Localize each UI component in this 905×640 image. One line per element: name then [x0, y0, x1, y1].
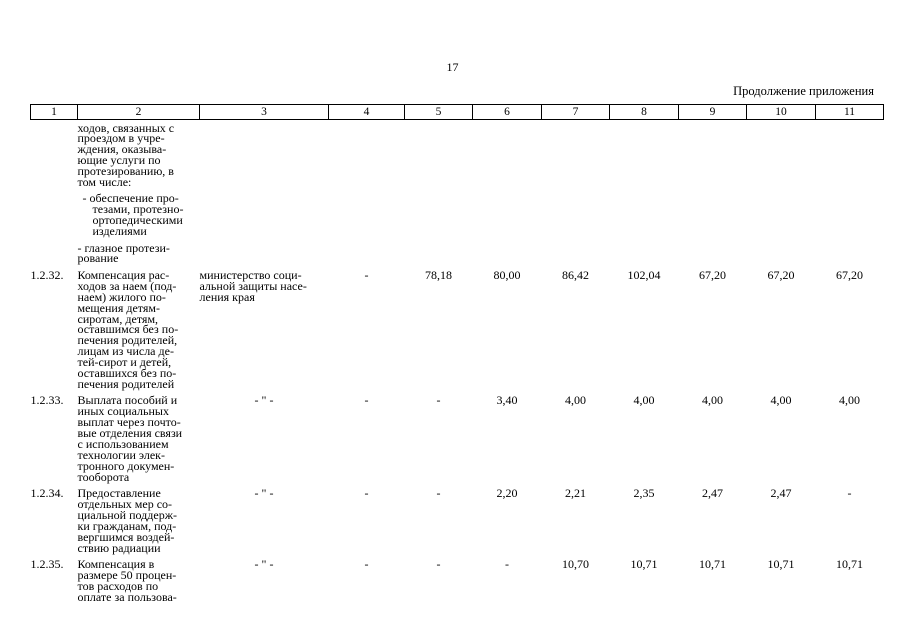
- row-value-col-5: -: [436, 557, 441, 572]
- row-executor: - " -: [254, 557, 274, 572]
- column-number-7: 7: [542, 105, 610, 120]
- continuation-label: Продолжение приложения: [733, 84, 874, 98]
- empty-cells: [200, 120, 884, 188]
- row-value-col-11: -: [847, 486, 852, 501]
- row-value-col-4: -: [364, 393, 369, 408]
- row-value-col-7: 10,70: [562, 557, 589, 572]
- row-code: [31, 188, 78, 237]
- column-number-row: [31, 105, 884, 120]
- row-value-col-7: 2,21: [565, 486, 586, 501]
- empty-cells: [200, 237, 884, 264]
- row-value-col-8: 10,71: [630, 557, 658, 572]
- row-description: ходов, связанных с проездом в учре- ждения, оказыва- ющие услуги по протезированию, в том числе:: [77, 120, 175, 190]
- row-value-col-5: 78,18: [425, 267, 452, 282]
- row-description: - обеспечение про- тезами, протезно- ортопедическими изделиями: [82, 191, 184, 239]
- row-value-col-4: -: [364, 486, 369, 501]
- row-executor: министерство соци- альной защиты насе- ления края: [199, 267, 307, 304]
- row-value-col-5: -: [436, 486, 441, 501]
- row-value-col-4: -: [364, 267, 369, 282]
- row-code: 1.2.32.: [30, 267, 64, 282]
- row-value-col-9: 10,71: [699, 557, 726, 572]
- table-row: [31, 120, 884, 188]
- row-value-col-10: 67,20: [767, 267, 795, 282]
- row-value-col-8: 2,35: [633, 486, 655, 501]
- appendix-table: [30, 104, 884, 603]
- row-value-col-6: 3,40: [496, 393, 518, 408]
- row-value-col-9: 67,20: [699, 267, 726, 282]
- row-description: Компенсация рас- ходов за наем (под- наем) жилого по- мещения детям- сиротам, детям, оставшимся без по- печения родителей, лицам из числа де- тей-сирот и детей, оставшихся без по- печения родителей: [77, 267, 179, 391]
- empty-cells: [200, 188, 884, 237]
- row-value-col-7: 4,00: [565, 393, 586, 408]
- row-value-col-10: 2,47: [770, 486, 792, 501]
- row-executor: - " -: [254, 393, 274, 408]
- table-row: [31, 390, 884, 483]
- row-description: - глазное протези- рование: [77, 240, 170, 266]
- row-code: [31, 237, 78, 264]
- row-value-col-5: -: [436, 393, 441, 408]
- row-code: 1.2.35.: [30, 557, 64, 572]
- row-value-col-8: 4,00: [633, 393, 655, 408]
- row-value-col-6: 80,00: [493, 267, 521, 282]
- row-description: Выплата пособий и иных социальных выплат через почто- вые отделения связи с использованием технологии элек- тронного докумен- тооборота: [77, 393, 183, 484]
- row-description: Компенсация в размере 50 процен- тов расходов по оплате за пользова-: [77, 557, 177, 604]
- column-number-1: 1: [31, 105, 78, 120]
- row-value-col-7: 86,42: [562, 267, 589, 282]
- row-value-col-6: 2,20: [496, 486, 518, 501]
- row-value-col-10: 10,71: [767, 557, 795, 572]
- column-number-5: 5: [405, 105, 473, 120]
- row-value-col-4: -: [364, 557, 369, 572]
- column-number-11: 11: [816, 105, 884, 120]
- row-code: [31, 120, 78, 188]
- column-number-10: 10: [747, 105, 816, 120]
- table-row: [31, 554, 884, 603]
- row-value-col-10: 4,00: [770, 393, 792, 408]
- table-row: [31, 264, 884, 389]
- table-row: [31, 188, 884, 237]
- row-code: 1.2.33.: [30, 393, 64, 408]
- column-number-6: 6: [473, 105, 542, 120]
- table-row: [31, 237, 884, 264]
- column-number-4: 4: [329, 105, 405, 120]
- table-row: [31, 483, 884, 554]
- row-value-col-11: 4,00: [839, 393, 860, 408]
- page-number: 17: [446, 60, 459, 74]
- row-value-col-6: -: [505, 557, 509, 572]
- row-value-col-9: 2,47: [702, 486, 723, 501]
- row-code: 1.2.34.: [30, 486, 64, 501]
- column-number-9: 9: [679, 105, 747, 120]
- row-value-col-9: 4,00: [702, 393, 723, 408]
- row-value-col-8: 102,04: [627, 267, 661, 282]
- row-executor: - " -: [254, 486, 274, 501]
- column-number-2: 2: [78, 105, 200, 120]
- row-value-col-11: 67,20: [836, 267, 863, 282]
- row-description: Предоставление отдельных мер со- циальной поддерж- ки гражданам, под- вергшимся воздей- ствию радиации: [77, 486, 177, 555]
- column-number-3: 3: [200, 105, 329, 120]
- column-number-8: 8: [610, 105, 679, 120]
- row-value-col-11: 10,71: [836, 557, 863, 572]
